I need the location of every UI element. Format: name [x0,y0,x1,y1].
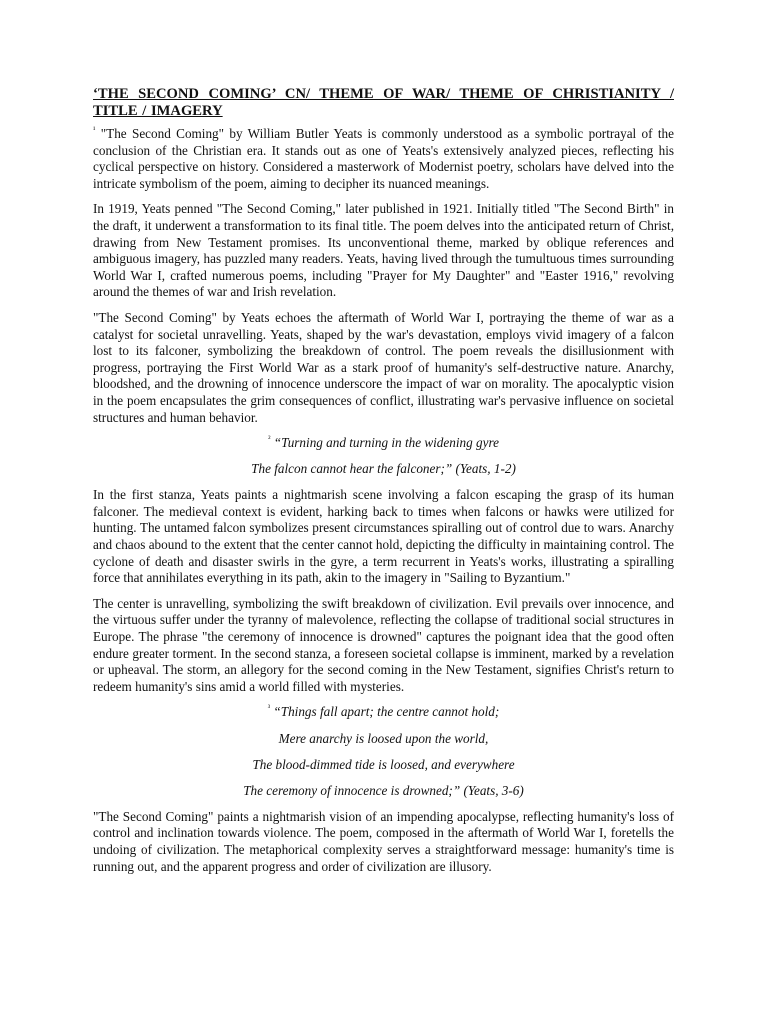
quote-1-line-1-text: “Turning and turning in the widening gyre [270,435,499,451]
paragraph-war-theme: "The Second Coming" by Yeats echoes the aftermath of World War I, portraying the theme of war as a catalyst for societal unravelling. Yeats, shaped by the war's devastation, employs vivid imagery of a falcon lost to its falconer, symbolizing the breakdown of control. The poem reveals the disillusionment with progress, portraying the First World War as a stark proof of humanity's self-destructive nature. Anarchy, bloodshed, and the drowning of innocence underscore the impact of war on morality. The apocalyptic vision in the poem encapsulates the grim consequences of conflict, illustrating war's pervasive influence on societal structures and human behavior. [93,309,674,425]
paragraph-intro-text: "The Second Coming" by William Butler Yeats is commonly understood as a symbolic portrayal of the conclusion of the Christian era. It stands out as one of Yeats's extensively analyzed pieces, reflecting his cyclical perspective on history. Considered a masterwork of Modernist poetry, scholars have delved into the intricate symbolism of the poem, aiming to decipher its nuanced meanings. [93,126,674,191]
footnote-marker-3: ³ [267,703,271,713]
paragraph-center-unravelling: The center is unravelling, symbolizing the swift breakdown of civilization. Evil prevails over innocence, and the virtuous suffer under the tyranny of malevolence, reflecting the collapse of traditional social structures in Europe. The phrase "the ceremony of innocence is drowned" captures the poignant idea that the good often endure greater torment. In the second stanza, a foreseen societal collapse is imminent, marked by a revelation or upheaval. The storm, an allegory for the second coming in the New Testament, signifies Christ's return to redeem humanity's sins amid a world filled with mysteries. [93,595,674,694]
paragraph-first-stanza: In the first stanza, Yeats paints a nightmarish scene involving a falcon escaping the grasp of its human falconer. The medieval context is evident, harking back to times when falcons or hawks were utilized for hunting. The untamed falcon symbolizes present circumstances spiralling out of control due to wars. Anarchy and chaos abound to the extent that the center cannot hold, depicting the difficulty in maintaining control. The cyclone of death and disaster swirls in the gyre, a term recurrent in Yeats's works, illustrating a spiralling force that annihilates everything in its path, akin to the imagery in "Sailing to Byzantium." [93,487,674,586]
paragraph-conclusion: "The Second Coming" paints a nightmarish vision of an impending apocalypse, reflecting humanity's loss of control and inclination towards violence. The poem, composed in the aftermath of World War I, foretells the undoing of civilization. The metaphorical complexity serves a straightforward message: humanity's time is running out, and the apparent progress and order of civilization are illusory. [93,808,674,874]
quote-2-line-4: The ceremony of innocence is drowned;” (Yeats, 3-6) [243,782,524,798]
quote-2-line-1-text: “Things fall apart; the centre cannot hold; [270,704,500,720]
footnote-marker-1: ¹ [93,125,96,134]
quote-2-line-3: The blood-dimmed tide is loosed, and everywhere [252,756,515,772]
paragraph-history: In 1919, Yeats penned "The Second Coming," later published in 1921. Initially titled "The Second Birth" in the draft, it underwent a transformation to its final title. The poem delves into the anticipated return of Christ, drawing from New Testament promises. Its unconventional theme, marked by oblique references and ambiguous imagery, has puzzled many readers. Yeats, having lived through the tumultuous times surrounding World War I, crafted numerous poems, including "Prayer for My Daughter" and "Easter 1916," revolving around the themes of war and Irish revelation. [93,201,674,300]
document-title: ‘THE SECOND COMING’ CN/ THEME OF WAR/ THEME OF CHRISTIANITY / TITLE / IMAGERY [93,86,674,119]
quote-2-line-2: Mere anarchy is loosed upon the world, [278,730,489,746]
quote-1-line-1 [93,435,674,452]
quote-2-line-1 [93,704,674,721]
paragraph-intro [93,126,674,192]
quote-1-line-2: The falcon cannot hear the falconer;” (Yeats, 1-2) [251,461,516,477]
document-page [93,86,674,884]
footnote-marker-2: ² [268,434,271,444]
